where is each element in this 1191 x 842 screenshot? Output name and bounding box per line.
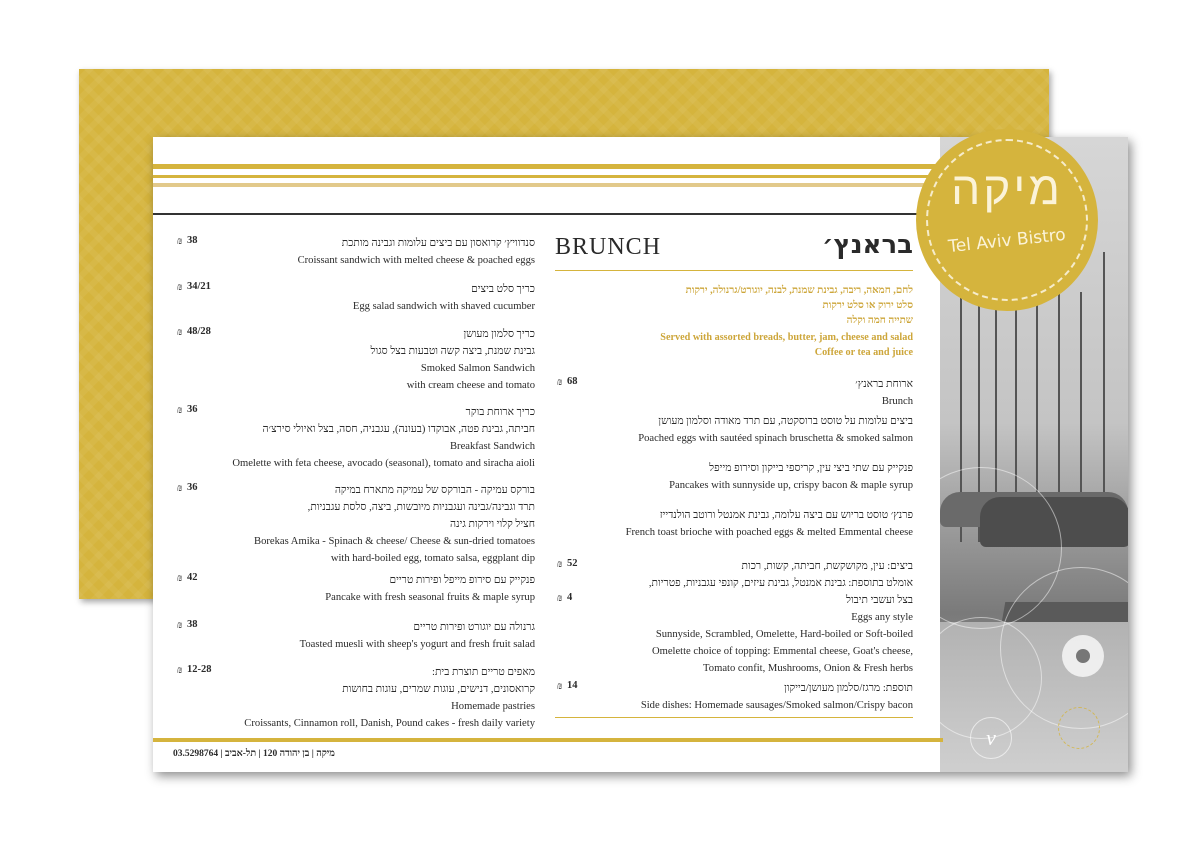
menu-item [555, 413, 913, 447]
menu-item [555, 680, 913, 714]
item-price: 34/21 [187, 281, 211, 292]
item-name-hebrew: תרד וגבינה/גבינה ועגבניות מיובשות, ביצה, סלסת עגבניות, [307, 502, 535, 513]
logo-badge [918, 131, 1096, 309]
item-description-english: with hard-boiled egg, tomato salsa, eggplant dip [330, 553, 535, 564]
item-description-english: Smoked Salmon Sandwich [420, 363, 535, 374]
menu-item [175, 235, 535, 269]
item-price: 12-28 [187, 664, 212, 675]
top-stripe [153, 175, 943, 178]
item-price: 48/28 [187, 326, 211, 337]
item-name-hebrew: כריך סלמון מעושן [463, 329, 535, 340]
item-description-english: Poached eggs with sautéed spinach bruschetta & smoked salmon [638, 433, 913, 444]
menu-item [175, 281, 535, 315]
shekel-icon: ₪ [177, 573, 183, 583]
item-name-hebrew: ביצים: עין, מקושקשת, חביתה, קשות, רכות [741, 561, 913, 572]
item-name-hebrew: כריך סלט ביצים [471, 284, 535, 295]
item-description-english: with cream cheese and tomato [406, 380, 535, 391]
item-name-hebrew: פרנץ׳ טוסט בריוש עם ביצה עלומה, גבינת אמנטל ורוטב הולנדייז [659, 510, 913, 521]
intro-hebrew: שתייה חמה וקלה [846, 315, 913, 326]
menu-item [555, 376, 913, 410]
top-stripe [153, 164, 943, 169]
logo-hebrew: מיקה [951, 161, 1063, 215]
shekel-icon: ₪ [177, 620, 183, 630]
item-name-hebrew: קרואסונים, דנישים, עוגות שמרים, עוגות בחושות [342, 684, 535, 695]
item-name-hebrew: חביתה, גבינת פטה, אבוקדו (בעונה), עגבניה, חסה, בצל ואיולי סירצ׳ה [262, 424, 535, 435]
item-description-english: Homemade pastries [451, 701, 535, 712]
intro-english: Served with assorted breads, butter, jam, cheese and salad [660, 332, 913, 343]
shekel-icon: ₪ [177, 665, 183, 675]
item-description-english: Omelette with feta cheese, avocado (seasonal), tomato and siracha aioli [232, 458, 535, 469]
item-price: 68 [567, 376, 578, 387]
shekel-icon: ₪ [557, 593, 563, 603]
logo-english: Tel Aviv Bistro [947, 224, 1067, 258]
footer-address: מיקה | בן יהודה 120 | תל-אביב | 03.5298764 [173, 749, 335, 759]
item-price: 38 [187, 619, 198, 630]
item-name-hebrew: חציל קלוי וירקות גינה [450, 519, 535, 530]
item-description-english: French toast brioche with poached eggs & melted Emmental cheese [625, 527, 913, 538]
item-description-english: Brunch [881, 396, 913, 407]
shekel-icon: ₪ [557, 377, 563, 387]
item-description-english: Borekas Amika - Spinach & cheese/ Cheese & sun-dried tomatoes [254, 536, 535, 547]
top-rule [153, 213, 943, 215]
menu-item [175, 482, 535, 567]
shekel-icon: ₪ [557, 559, 563, 569]
menu-item [555, 558, 913, 677]
section-title-hebrew: בראנץ׳ [822, 230, 913, 260]
item-description-english: Sunnyside, Scrambled, Omelette, Hard-boiled or Soft-boiled [655, 629, 913, 640]
item-description-english: Egg salad sandwich with shaved cucumber [352, 301, 535, 312]
item-price: 52 [567, 558, 578, 569]
monogram-icon: v [970, 717, 1012, 759]
menu-item [175, 404, 535, 472]
item-name-hebrew: בורקס עמיקה - הבורקס של עמיקה מתארח במיקה [334, 485, 535, 496]
item-name-hebrew: כריך ארוחת בוקר [465, 407, 535, 418]
decorative-circle [1058, 707, 1100, 749]
intro-hebrew: סלט ירוק או סלט ירקות [822, 300, 913, 311]
shekel-icon: ₪ [177, 327, 183, 337]
item-price: 36 [187, 482, 198, 493]
shekel-icon: ₪ [177, 282, 183, 292]
item-description-english: Toasted muesli with sheep's yogurt and fresh fruit salad [299, 639, 535, 650]
section-header [555, 230, 913, 260]
item-name-hebrew: פנקייק עם סירופ מייפל ופירות טריים [389, 575, 535, 586]
flower-icon [1062, 635, 1104, 677]
shekel-icon: ₪ [177, 405, 183, 415]
item-name-hebrew: גרנולה עם יוגורט ופירות טריים [413, 622, 535, 633]
intro-english: Coffee or tea and juice [814, 347, 913, 358]
item-name-hebrew: ביצים עלומות על טוסט ברוסקטה, עם תרד מאודה וסלמון מעושן [658, 416, 913, 427]
shekel-icon: ₪ [177, 483, 183, 493]
menu-item [175, 619, 535, 653]
item-price: 38 [187, 235, 198, 246]
item-description-english: Pancakes with sunnyside up, crispy bacon & maple syrup [669, 480, 913, 491]
item-description-english: Eggs any style [851, 612, 913, 623]
item-price: 14 [567, 680, 578, 691]
item-name-hebrew: פנקייק עם שתי ביצי עין, קריספי בייקון וסירופ מייפל [709, 463, 913, 474]
menu-item [555, 507, 913, 541]
item-price: 36 [187, 404, 198, 415]
item-price: 42 [187, 572, 198, 583]
intro-hebrew: לחם, חמאה, ריבה, גבינת שמנת, לבנה, יוגורט/גרנולה, ירקות [685, 285, 913, 296]
menu-item [175, 326, 535, 394]
item-name-hebrew: תוספת: מרגז/סלמון מעושן/בייקון [784, 683, 913, 694]
item-description-english: Side dishes: Homemade sausages/Smoked salmon/Crispy bacon [640, 700, 913, 711]
item-price: 4 [567, 592, 573, 603]
menu-item [175, 572, 535, 606]
item-name-hebrew: מאפים טריים תוצרת בית: [432, 667, 535, 678]
item-name-hebrew: ארוחת בראנץ׳ [855, 379, 913, 390]
item-name-hebrew: אומלט בתוספת: גבינת אמנטל, גבינת עיזים, קונפי עגבניות, פטריות, [648, 578, 913, 589]
item-description-english: Tomato confit, Mushrooms, Onion & Fresh herbs [703, 663, 913, 674]
item-description-english: Omelette choice of topping: Emmental cheese, Goat's cheese, [651, 646, 913, 657]
item-description-english: Croissants, Cinnamon roll, Danish, Pound cakes - fresh daily variety [244, 718, 535, 729]
item-description-english: Pancake with fresh seasonal fruits & maple syrup [325, 592, 535, 603]
menu-item [175, 664, 535, 732]
menu-item [555, 460, 913, 494]
section-title-english: BRUNCH [555, 234, 662, 260]
item-name-hebrew: בצל ועשבי תיבול [845, 595, 913, 606]
footer-rule [153, 738, 943, 742]
shekel-icon: ₪ [177, 236, 183, 246]
item-name-hebrew: גבינת שמנת, ביצה קשה וטבעות בצל סגול [370, 346, 535, 357]
item-description-english: Breakfast Sandwich [449, 441, 535, 452]
item-description-english: Croissant sandwich with melted cheese & poached eggs [297, 255, 535, 266]
top-stripe [153, 183, 943, 187]
brunch-includes [555, 283, 913, 360]
shekel-icon: ₪ [557, 681, 563, 691]
item-name-hebrew: סנדוויץ׳ קרואסון עם ביצים עלומות וגבינה מותכת [341, 238, 535, 249]
